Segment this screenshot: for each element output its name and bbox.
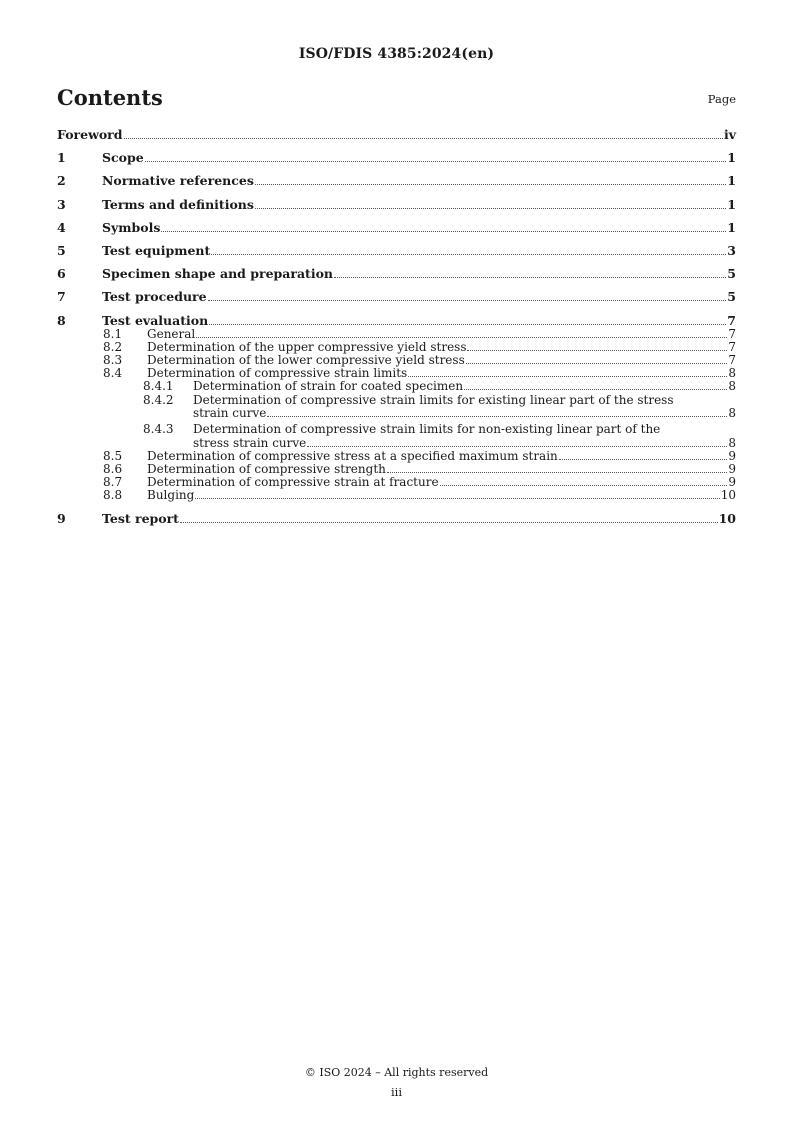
- dot-leader: [559, 459, 728, 460]
- toc-entry-page: 9: [728, 461, 736, 476]
- toc-entry-title: Determination of compressive stress at a specified maximum strain: [147, 448, 558, 463]
- toc-entry-number: 1: [57, 150, 66, 166]
- toc-entry-number: 3: [57, 196, 66, 212]
- toc-entry-title: Determination of strain for coated specimen: [193, 379, 464, 394]
- toc-entry-page: 8: [728, 366, 736, 381]
- toc-entry-title: Specimen shape and preparation: [102, 266, 333, 282]
- toc-entry-number: 4: [57, 219, 66, 235]
- toc-entry-8-8[interactable]: [57, 489, 736, 502]
- dot-leader: [255, 208, 726, 209]
- toc-entry-title-line2: stress strain curve: [193, 435, 307, 450]
- dot-leader: [440, 485, 728, 486]
- toc-entry-page: 5: [727, 289, 736, 305]
- toc-entry-page: 8: [728, 379, 736, 394]
- toc-entry-foreword[interactable]: [57, 127, 736, 142]
- document-id: ISO/FDIS 4385:2024(en): [298, 46, 495, 62]
- toc-entry-number: 2: [57, 173, 66, 189]
- toc-entry-number: 8.4: [103, 366, 123, 381]
- toc-entry-8[interactable]: [57, 313, 736, 328]
- toc-entry-title: Bulging: [147, 488, 195, 503]
- toc-entry-page: 9: [728, 448, 736, 463]
- toc-entry-title-line2: strain curve: [193, 406, 267, 421]
- toc-entry-page: 1: [727, 196, 736, 212]
- page-number: iii: [390, 1085, 403, 1099]
- toc-entry-number: 8.3: [103, 353, 123, 368]
- toc-entry-number: 9: [57, 510, 66, 526]
- toc-entry-7[interactable]: [57, 289, 736, 304]
- dot-leader: [408, 376, 727, 377]
- toc-entry-8-4-2[interactable]: [57, 393, 736, 406]
- toc-entry-title: Determination of the upper compressive yield stress: [147, 339, 467, 354]
- toc-entry-page: 7: [728, 353, 736, 368]
- toc-entry-title: Test procedure: [102, 289, 207, 305]
- toc-entry-title: Normative references: [102, 173, 254, 189]
- toc-entry-8-4[interactable]: [57, 367, 736, 380]
- toc-entry-title: Determination of compressive strain limits: [147, 366, 408, 381]
- dot-leader: [255, 184, 726, 185]
- toc-entry-number: 7: [57, 289, 66, 305]
- dot-leader: [387, 472, 727, 473]
- toc-entry-8-4-1[interactable]: [57, 380, 736, 393]
- toc-entry-page: 10: [720, 488, 736, 503]
- toc-entry-6[interactable]: [57, 266, 736, 281]
- dot-leader: [307, 446, 727, 447]
- toc-entry-page: 5: [727, 266, 736, 282]
- toc-entry-title: Scope: [102, 150, 144, 166]
- toc-entry-title-line1: Determination of compressive strain limits for non-existing linear part of the: [193, 422, 661, 437]
- toc-entry-page: 1: [727, 173, 736, 189]
- toc-entry-number: 6: [57, 266, 66, 282]
- toc-entry-title-line1: Determination of compressive strain limits for existing linear part of the stress: [193, 392, 674, 407]
- contents-heading: Contents: [57, 85, 163, 110]
- toc-entry-page: 7: [727, 312, 736, 328]
- toc-entry-title: Terms and definitions: [102, 196, 254, 212]
- dot-leader: [145, 161, 727, 162]
- toc-entry-2[interactable]: [57, 173, 736, 188]
- toc-entry-number: 8.1: [103, 326, 123, 341]
- toc-entry-page: 10: [718, 510, 736, 526]
- toc-entry-title: Determination of compressive strain at fracture: [147, 475, 439, 490]
- toc-entry-title: Foreword: [57, 127, 123, 142]
- toc-entry-page: 3: [727, 242, 736, 258]
- toc-entry-8-1[interactable]: [57, 328, 736, 341]
- toc-entry-page: 8: [728, 435, 736, 450]
- toc-entry-8-3[interactable]: [57, 354, 736, 367]
- toc-entry-page: iv: [723, 127, 736, 142]
- dot-leader: [209, 324, 726, 325]
- dot-leader: [467, 350, 727, 351]
- toc-entry-8-4-3-continued[interactable]: [57, 436, 736, 449]
- toc-entry-8-4-2-continued[interactable]: [57, 407, 736, 420]
- dot-leader: [208, 300, 727, 301]
- toc-entry-number: 8.5: [103, 448, 123, 463]
- toc-entry-title: General: [147, 326, 196, 341]
- toc-entry-title: Symbols: [102, 219, 161, 235]
- toc-entry-page: 8: [728, 406, 736, 421]
- toc-entry-number: 8: [57, 312, 66, 328]
- toc-entry-page: 1: [727, 150, 736, 166]
- copyright-notice: © ISO 2024 – All rights reserved: [304, 1066, 489, 1079]
- toc-entry-5[interactable]: [57, 243, 736, 258]
- toc-entry-8-4-3[interactable]: [57, 423, 736, 436]
- toc-entry-title: Test evaluation: [102, 312, 209, 328]
- dot-leader: [124, 138, 723, 139]
- toc-entry-number: 8.6: [103, 461, 123, 476]
- toc-entry-number: 8.4.3: [143, 422, 174, 437]
- dot-leader: [180, 522, 718, 523]
- toc-entry-8-7[interactable]: [57, 476, 736, 489]
- toc-entry-page: 1: [727, 219, 736, 235]
- dot-leader: [161, 231, 726, 232]
- toc-entry-number: 8.7: [103, 475, 123, 490]
- toc-entry-number: 8.4.2: [143, 392, 174, 407]
- toc-entry-9[interactable]: [57, 511, 736, 526]
- toc-entry-title: Test equipment: [102, 242, 211, 258]
- toc-entry-8-2[interactable]: [57, 341, 736, 354]
- toc-entry-page: 7: [728, 326, 736, 341]
- toc-entry-title: Test report: [102, 510, 179, 526]
- dot-leader: [267, 416, 727, 417]
- dot-leader: [195, 498, 719, 499]
- toc-entry-title: Determination of compressive strength: [147, 461, 386, 476]
- toc-entry-page: 7: [728, 339, 736, 354]
- toc-entry-number: 8.8: [103, 488, 123, 503]
- toc-entry-number: 8.2: [103, 339, 123, 354]
- dot-leader: [334, 277, 726, 278]
- toc-entry-title: Determination of the lower compressive yield stress: [147, 353, 465, 368]
- dot-leader: [464, 389, 727, 390]
- toc-entry-4[interactable]: [57, 220, 736, 235]
- toc-entry-page: 9: [728, 475, 736, 490]
- dot-leader: [196, 337, 727, 338]
- toc-entry-1[interactable]: [57, 150, 736, 165]
- dot-leader: [211, 254, 726, 255]
- toc-entry-number: 5: [57, 242, 66, 258]
- toc-entry-number: 8.4.1: [143, 379, 174, 394]
- table-of-contents: [57, 127, 736, 526]
- toc-entry-3[interactable]: [57, 197, 736, 212]
- toc-entry-8-5[interactable]: [57, 450, 736, 463]
- toc-entry-8-6[interactable]: [57, 463, 736, 476]
- page-column-label: Page: [707, 92, 736, 106]
- dot-leader: [466, 363, 728, 364]
